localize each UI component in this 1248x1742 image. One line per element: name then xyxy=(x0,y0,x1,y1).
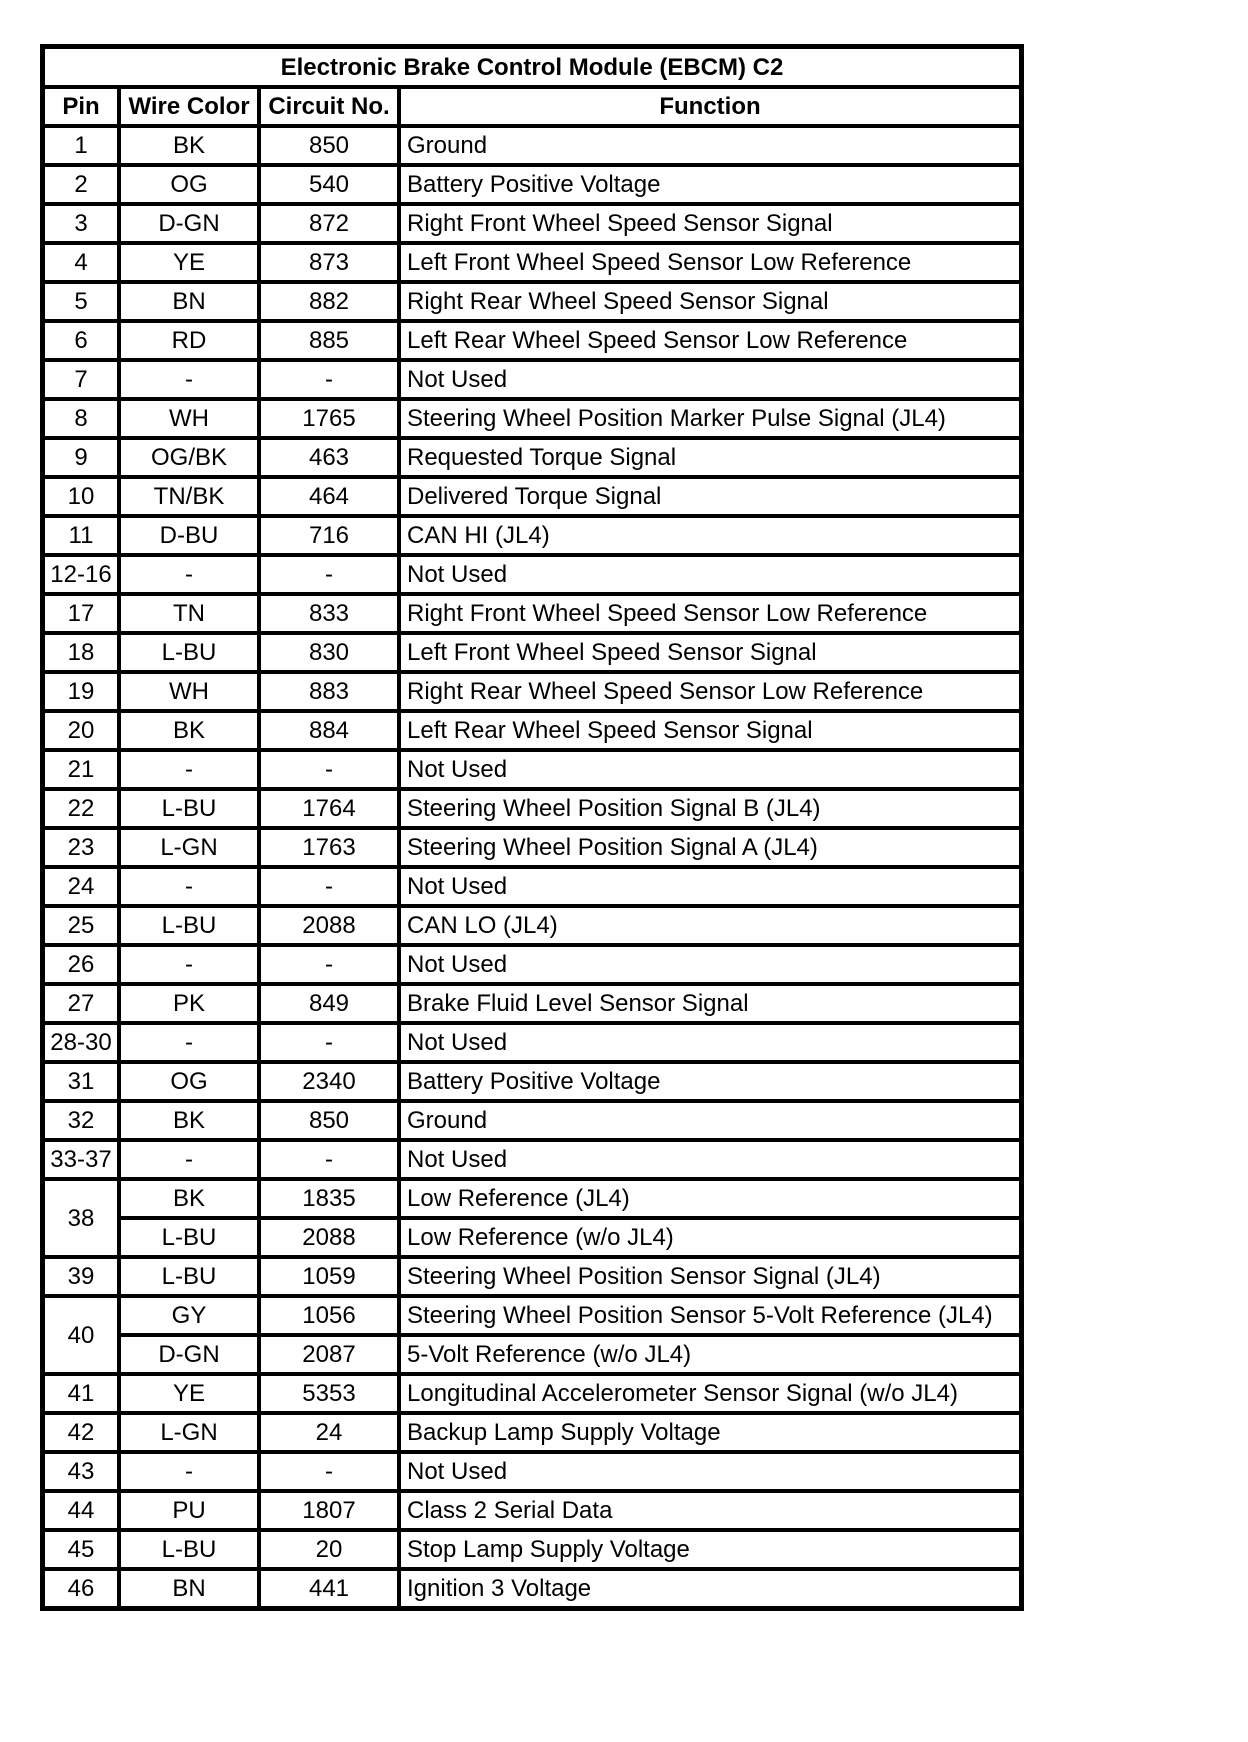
function-cell: Not Used xyxy=(399,945,1021,984)
function-cell: Not Used xyxy=(399,360,1021,399)
pin-cell: 43 xyxy=(43,1452,119,1491)
pin-cell: 33-37 xyxy=(43,1140,119,1179)
function-cell: Not Used xyxy=(399,1452,1021,1491)
function-cell: Left Front Wheel Speed Sensor Signal xyxy=(399,633,1021,672)
function-cell: Brake Fluid Level Sensor Signal xyxy=(399,984,1021,1023)
function-cell: Right Front Wheel Speed Sensor Signal xyxy=(399,204,1021,243)
circuit-no-cell: - xyxy=(259,945,399,984)
table-row xyxy=(43,477,1021,516)
circuit-no-cell: 464 xyxy=(259,477,399,516)
table-row xyxy=(43,321,1021,360)
wire-color-cell: YE xyxy=(119,243,259,282)
table-row xyxy=(43,711,1021,750)
pin-cell: 5 xyxy=(43,282,119,321)
table-row xyxy=(43,1335,1021,1374)
circuit-no-cell: 1056 xyxy=(259,1296,399,1335)
circuit-no-cell: 873 xyxy=(259,243,399,282)
pin-cell: 27 xyxy=(43,984,119,1023)
function-cell: Ground xyxy=(399,1101,1021,1140)
table-row xyxy=(43,1452,1021,1491)
function-cell: Steering Wheel Position Sensor 5-Volt Reference (JL4) xyxy=(399,1296,1021,1335)
table-row xyxy=(43,1140,1021,1179)
pin-cell: 9 xyxy=(43,438,119,477)
function-cell: Steering Wheel Position Signal B (JL4) xyxy=(399,789,1021,828)
circuit-no-cell: 5353 xyxy=(259,1374,399,1413)
table-row xyxy=(43,1569,1021,1608)
function-cell: Ground xyxy=(399,126,1021,165)
function-cell: Requested Torque Signal xyxy=(399,438,1021,477)
pin-cell: 4 xyxy=(43,243,119,282)
circuit-no-cell: 885 xyxy=(259,321,399,360)
table-row xyxy=(43,1491,1021,1530)
wire-color-cell: RD xyxy=(119,321,259,360)
circuit-no-cell: 830 xyxy=(259,633,399,672)
wire-color-cell: - xyxy=(119,360,259,399)
circuit-no-cell: - xyxy=(259,1140,399,1179)
function-cell: 5-Volt Reference (w/o JL4) xyxy=(399,1335,1021,1374)
table-row xyxy=(43,204,1021,243)
function-cell: Stop Lamp Supply Voltage xyxy=(399,1530,1021,1569)
pin-cell: 46 xyxy=(43,1569,119,1608)
circuit-no-cell: 850 xyxy=(259,126,399,165)
circuit-no-cell: 884 xyxy=(259,711,399,750)
circuit-no-cell: 1807 xyxy=(259,1491,399,1530)
pin-cell: 20 xyxy=(43,711,119,750)
circuit-no-cell: 833 xyxy=(259,594,399,633)
circuit-no-cell: - xyxy=(259,750,399,789)
pin-cell: 18 xyxy=(43,633,119,672)
wire-color-cell: TN/BK xyxy=(119,477,259,516)
table-row xyxy=(43,828,1021,867)
wire-color-cell: L-BU xyxy=(119,633,259,672)
table-body xyxy=(43,126,1021,1608)
function-cell: Not Used xyxy=(399,1140,1021,1179)
function-cell: Not Used xyxy=(399,1023,1021,1062)
function-cell: Battery Positive Voltage xyxy=(399,1062,1021,1101)
pin-cell: 21 xyxy=(43,750,119,789)
function-cell: Low Reference (w/o JL4) xyxy=(399,1218,1021,1257)
wire-color-cell: L-GN xyxy=(119,828,259,867)
pin-cell: 28-30 xyxy=(43,1023,119,1062)
function-cell: Right Front Wheel Speed Sensor Low Reference xyxy=(399,594,1021,633)
pin-cell: 39 xyxy=(43,1257,119,1296)
function-cell: Not Used xyxy=(399,750,1021,789)
wire-color-cell: L-BU xyxy=(119,789,259,828)
pin-cell: 42 xyxy=(43,1413,119,1452)
wire-color-cell: - xyxy=(119,555,259,594)
function-cell: Not Used xyxy=(399,555,1021,594)
wire-color-cell: D-GN xyxy=(119,1335,259,1374)
pin-cell: 2 xyxy=(43,165,119,204)
pin-cell: 1 xyxy=(43,126,119,165)
circuit-no-cell: - xyxy=(259,1452,399,1491)
circuit-no-cell: 882 xyxy=(259,282,399,321)
pin-cell: 26 xyxy=(43,945,119,984)
wire-color-cell: WH xyxy=(119,399,259,438)
header-wire-color: Wire Color xyxy=(119,87,259,126)
table-row xyxy=(43,360,1021,399)
table-row xyxy=(43,594,1021,633)
wire-color-cell: BK xyxy=(119,1179,259,1218)
table-row xyxy=(43,1374,1021,1413)
wire-color-cell: D-BU xyxy=(119,516,259,555)
table-row xyxy=(43,945,1021,984)
circuit-no-cell: 1763 xyxy=(259,828,399,867)
wire-color-cell: - xyxy=(119,867,259,906)
function-cell: Backup Lamp Supply Voltage xyxy=(399,1413,1021,1452)
wire-color-cell: L-GN xyxy=(119,1413,259,1452)
function-cell: Delivered Torque Signal xyxy=(399,477,1021,516)
circuit-no-cell: 883 xyxy=(259,672,399,711)
header-function: Function xyxy=(399,87,1021,126)
pin-cell: 19 xyxy=(43,672,119,711)
table-row xyxy=(43,750,1021,789)
function-cell: Steering Wheel Position Signal A (JL4) xyxy=(399,828,1021,867)
wire-color-cell: - xyxy=(119,1023,259,1062)
wire-color-cell: L-BU xyxy=(119,1257,259,1296)
ebcm-c2-pinout-table xyxy=(40,44,1024,1611)
pin-cell: 44 xyxy=(43,1491,119,1530)
function-cell: Low Reference (JL4) xyxy=(399,1179,1021,1218)
wire-color-cell: OG xyxy=(119,165,259,204)
table-row xyxy=(43,243,1021,282)
pin-cell: 40 xyxy=(43,1296,119,1374)
pin-cell: 31 xyxy=(43,1062,119,1101)
function-cell: Not Used xyxy=(399,867,1021,906)
table-row xyxy=(43,1413,1021,1452)
pin-cell: 11 xyxy=(43,516,119,555)
table-row xyxy=(43,1062,1021,1101)
pin-cell: 24 xyxy=(43,867,119,906)
table-row xyxy=(43,867,1021,906)
table-row xyxy=(43,165,1021,204)
function-cell: CAN LO (JL4) xyxy=(399,906,1021,945)
circuit-no-cell: 540 xyxy=(259,165,399,204)
circuit-no-cell: 1764 xyxy=(259,789,399,828)
wire-color-cell: - xyxy=(119,1140,259,1179)
circuit-no-cell: 872 xyxy=(259,204,399,243)
table-row xyxy=(43,282,1021,321)
circuit-no-cell: 1835 xyxy=(259,1179,399,1218)
table-row xyxy=(43,1101,1021,1140)
pin-cell: 45 xyxy=(43,1530,119,1569)
wire-color-cell: - xyxy=(119,1452,259,1491)
table-title-row xyxy=(43,47,1021,87)
table-row xyxy=(43,984,1021,1023)
pin-cell: 7 xyxy=(43,360,119,399)
pin-cell: 38 xyxy=(43,1179,119,1257)
pin-cell: 17 xyxy=(43,594,119,633)
wire-color-cell: PK xyxy=(119,984,259,1023)
wire-color-cell: L-BU xyxy=(119,1530,259,1569)
circuit-no-cell: 850 xyxy=(259,1101,399,1140)
table-row xyxy=(43,633,1021,672)
function-cell: Class 2 Serial Data xyxy=(399,1491,1021,1530)
table-row xyxy=(43,906,1021,945)
table-title: Electronic Brake Control Module (EBCM) C2 xyxy=(43,47,1021,87)
table-row xyxy=(43,1296,1021,1335)
wire-color-cell: BK xyxy=(119,711,259,750)
function-cell: Battery Positive Voltage xyxy=(399,165,1021,204)
table-row xyxy=(43,438,1021,477)
wire-color-cell: OG xyxy=(119,1062,259,1101)
circuit-no-cell: 716 xyxy=(259,516,399,555)
table-row xyxy=(43,1530,1021,1569)
wire-color-cell: - xyxy=(119,750,259,789)
wire-color-cell: GY xyxy=(119,1296,259,1335)
circuit-no-cell: - xyxy=(259,1023,399,1062)
circuit-no-cell: 2088 xyxy=(259,1218,399,1257)
wire-color-cell: - xyxy=(119,945,259,984)
circuit-no-cell: 441 xyxy=(259,1569,399,1608)
function-cell: Right Rear Wheel Speed Sensor Signal xyxy=(399,282,1021,321)
circuit-no-cell: 24 xyxy=(259,1413,399,1452)
function-cell: Steering Wheel Position Marker Pulse Signal (JL4) xyxy=(399,399,1021,438)
circuit-no-cell: 849 xyxy=(259,984,399,1023)
header-pin: Pin xyxy=(43,87,119,126)
pin-cell: 22 xyxy=(43,789,119,828)
circuit-no-cell: 1765 xyxy=(259,399,399,438)
table-row xyxy=(43,399,1021,438)
circuit-no-cell: - xyxy=(259,555,399,594)
wire-color-cell: WH xyxy=(119,672,259,711)
pin-cell: 23 xyxy=(43,828,119,867)
wire-color-cell: L-BU xyxy=(119,1218,259,1257)
table-row xyxy=(43,1257,1021,1296)
function-cell: Left Rear Wheel Speed Sensor Signal xyxy=(399,711,1021,750)
table-header-row xyxy=(43,87,1021,126)
function-cell: Left Front Wheel Speed Sensor Low Reference xyxy=(399,243,1021,282)
circuit-no-cell: - xyxy=(259,867,399,906)
circuit-no-cell: 2087 xyxy=(259,1335,399,1374)
table-row xyxy=(43,789,1021,828)
pin-cell: 25 xyxy=(43,906,119,945)
pin-cell: 10 xyxy=(43,477,119,516)
wire-color-cell: L-BU xyxy=(119,906,259,945)
function-cell: Ignition 3 Voltage xyxy=(399,1569,1021,1608)
circuit-no-cell: - xyxy=(259,360,399,399)
function-cell: Left Rear Wheel Speed Sensor Low Reference xyxy=(399,321,1021,360)
wire-color-cell: BN xyxy=(119,282,259,321)
circuit-no-cell: 20 xyxy=(259,1530,399,1569)
pin-cell: 12-16 xyxy=(43,555,119,594)
wire-color-cell: TN xyxy=(119,594,259,633)
wire-color-cell: OG/BK xyxy=(119,438,259,477)
header-circuit-no: Circuit No. xyxy=(259,87,399,126)
wire-color-cell: BN xyxy=(119,1569,259,1608)
pin-cell: 8 xyxy=(43,399,119,438)
wire-color-cell: BK xyxy=(119,126,259,165)
wire-color-cell: YE xyxy=(119,1374,259,1413)
function-cell: Right Rear Wheel Speed Sensor Low Reference xyxy=(399,672,1021,711)
pin-cell: 32 xyxy=(43,1101,119,1140)
wire-color-cell: D-GN xyxy=(119,204,259,243)
table-row xyxy=(43,516,1021,555)
circuit-no-cell: 1059 xyxy=(259,1257,399,1296)
circuit-no-cell: 2340 xyxy=(259,1062,399,1101)
pin-cell: 6 xyxy=(43,321,119,360)
table-row xyxy=(43,1023,1021,1062)
table-row xyxy=(43,126,1021,165)
circuit-no-cell: 2088 xyxy=(259,906,399,945)
circuit-no-cell: 463 xyxy=(259,438,399,477)
wire-color-cell: PU xyxy=(119,1491,259,1530)
table-row xyxy=(43,672,1021,711)
table-row xyxy=(43,1218,1021,1257)
pin-cell: 3 xyxy=(43,204,119,243)
function-cell: CAN HI (JL4) xyxy=(399,516,1021,555)
pin-cell: 41 xyxy=(43,1374,119,1413)
function-cell: Longitudinal Accelerometer Sensor Signal (w/o JL4) xyxy=(399,1374,1021,1413)
table-row xyxy=(43,1179,1021,1218)
table-row xyxy=(43,555,1021,594)
function-cell: Steering Wheel Position Sensor Signal (JL4) xyxy=(399,1257,1021,1296)
wire-color-cell: BK xyxy=(119,1101,259,1140)
